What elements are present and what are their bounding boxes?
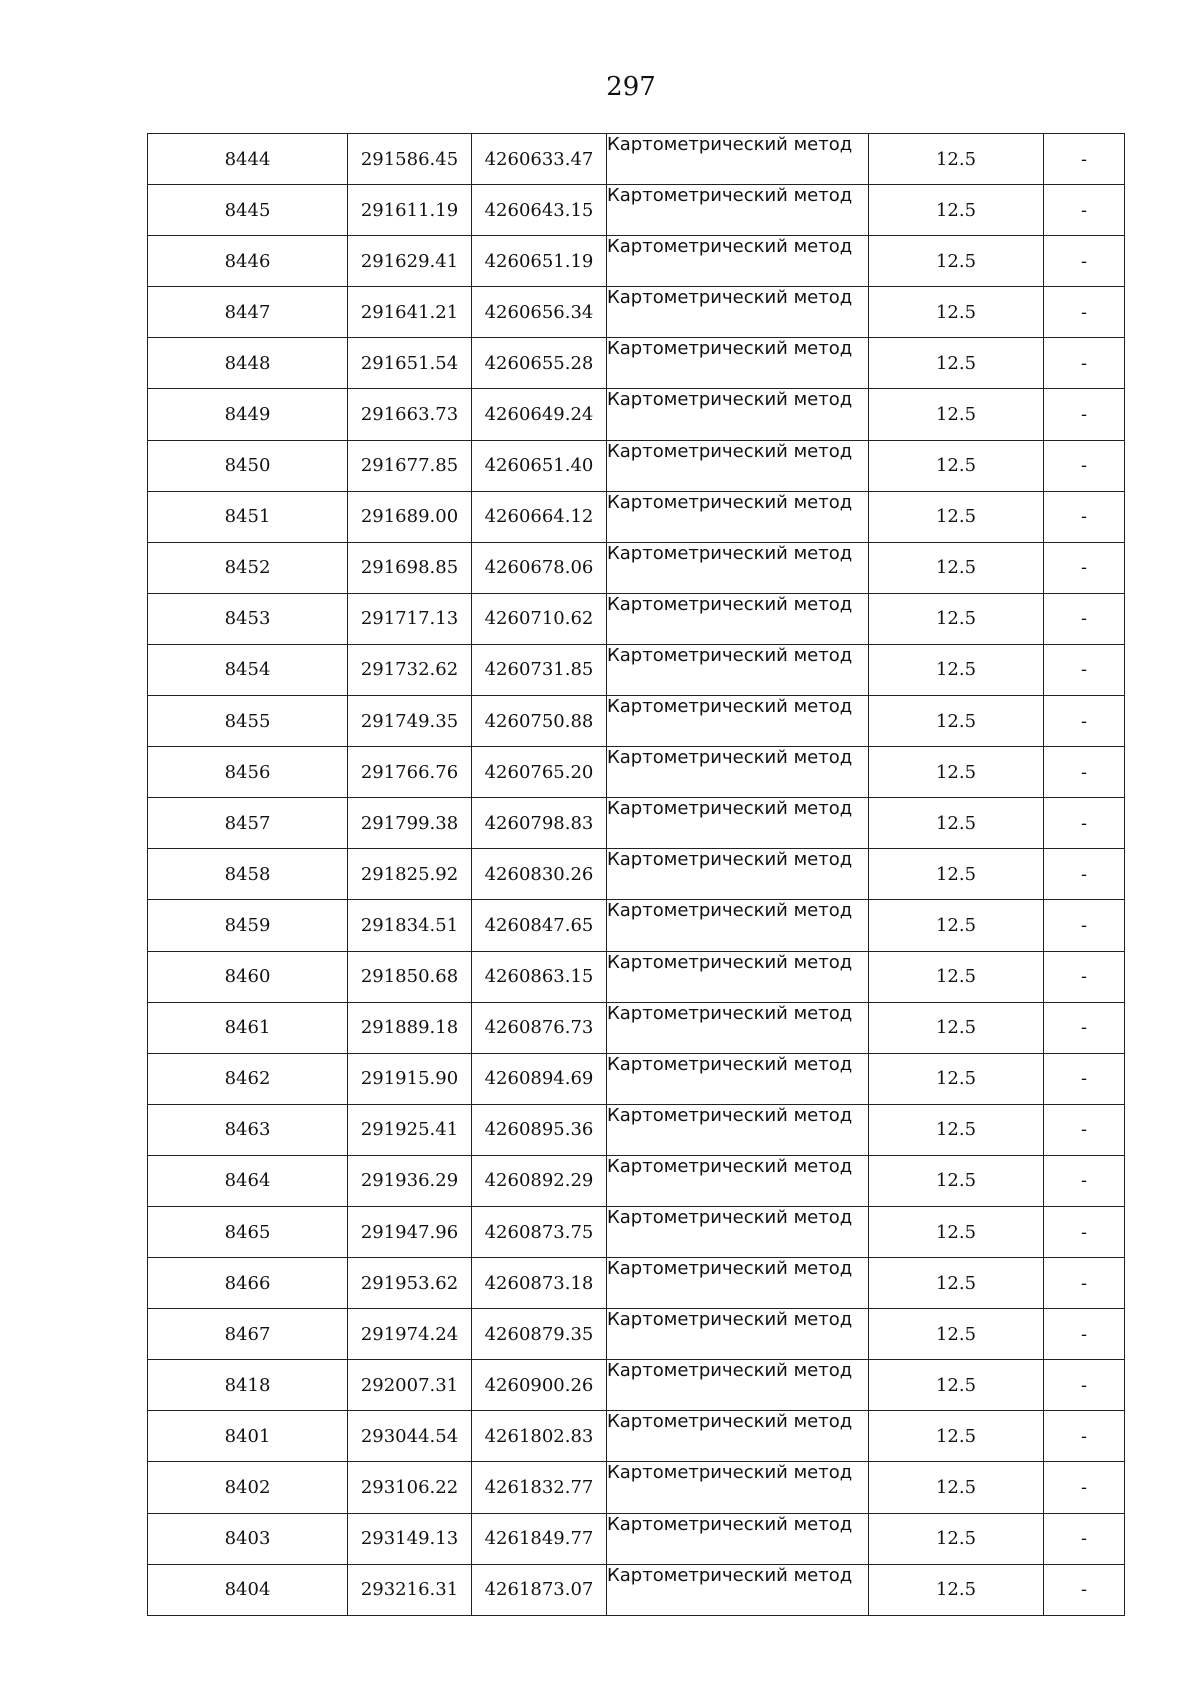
note-cell: - <box>1044 1411 1125 1462</box>
x-coordinate-cell: 293106.22 <box>348 1462 472 1513</box>
x-coordinate-cell: 291947.96 <box>348 1206 472 1257</box>
x-coordinate-cell: 291766.76 <box>348 747 472 798</box>
point-number-cell: 8456 <box>148 747 348 798</box>
y-coordinate-cell: 4260876.73 <box>472 1002 607 1053</box>
x-coordinate-cell: 291749.35 <box>348 696 472 747</box>
accuracy-cell: 12.5 <box>869 900 1044 951</box>
coordinates-table <box>147 133 1125 1616</box>
y-coordinate-cell: 4260863.15 <box>472 951 607 1002</box>
y-coordinate-cell: 4261873.07 <box>472 1564 607 1615</box>
method-cell: Картометрический метод <box>607 951 869 1002</box>
method-cell: Картометрический метод <box>607 696 869 747</box>
method-cell: Картометрический метод <box>607 1206 869 1257</box>
y-coordinate-cell: 4260900.26 <box>472 1360 607 1411</box>
x-coordinate-cell: 291834.51 <box>348 900 472 951</box>
y-coordinate-cell: 4261849.77 <box>472 1513 607 1564</box>
x-coordinate-cell: 291925.41 <box>348 1104 472 1155</box>
method-cell: Картометрический метод <box>607 134 869 185</box>
point-number-cell: 8452 <box>148 542 348 593</box>
point-number-cell: 8404 <box>148 1564 348 1615</box>
point-number-cell: 8462 <box>148 1053 348 1104</box>
accuracy-cell: 12.5 <box>869 593 1044 644</box>
y-coordinate-cell: 4260873.18 <box>472 1258 607 1309</box>
point-number-cell: 8459 <box>148 900 348 951</box>
method-cell: Картометрический метод <box>607 1104 869 1155</box>
table-row <box>148 900 1125 951</box>
point-number-cell: 8458 <box>148 849 348 900</box>
table-row <box>148 1053 1125 1104</box>
note-cell: - <box>1044 798 1125 849</box>
y-coordinate-cell: 4260894.69 <box>472 1053 607 1104</box>
note-cell: - <box>1044 951 1125 1002</box>
note-cell: - <box>1044 1104 1125 1155</box>
table-row <box>148 1002 1125 1053</box>
method-cell: Картометрический метод <box>607 900 869 951</box>
table-row <box>148 798 1125 849</box>
table-row <box>148 1513 1125 1564</box>
accuracy-cell: 12.5 <box>869 1053 1044 1104</box>
accuracy-cell: 12.5 <box>869 644 1044 695</box>
y-coordinate-cell: 4260731.85 <box>472 644 607 695</box>
point-number-cell: 8444 <box>148 134 348 185</box>
point-number-cell: 8463 <box>148 1104 348 1155</box>
accuracy-cell: 12.5 <box>869 185 1044 236</box>
method-cell: Картометрический метод <box>607 440 869 491</box>
table-row <box>148 1411 1125 1462</box>
x-coordinate-cell: 293216.31 <box>348 1564 472 1615</box>
x-coordinate-cell: 292007.31 <box>348 1360 472 1411</box>
method-cell: Картометрический метод <box>607 287 869 338</box>
accuracy-cell: 12.5 <box>869 491 1044 542</box>
table-row <box>148 287 1125 338</box>
note-cell: - <box>1044 849 1125 900</box>
x-coordinate-cell: 291974.24 <box>348 1309 472 1360</box>
x-coordinate-cell: 291850.68 <box>348 951 472 1002</box>
y-coordinate-cell: 4260633.47 <box>472 134 607 185</box>
x-coordinate-cell: 293149.13 <box>348 1513 472 1564</box>
table-row <box>148 440 1125 491</box>
point-number-cell: 8467 <box>148 1309 348 1360</box>
table-row <box>148 644 1125 695</box>
accuracy-cell: 12.5 <box>869 1309 1044 1360</box>
point-number-cell: 8401 <box>148 1411 348 1462</box>
note-cell: - <box>1044 185 1125 236</box>
y-coordinate-cell: 4260895.36 <box>472 1104 607 1155</box>
accuracy-cell: 12.5 <box>869 440 1044 491</box>
x-coordinate-cell: 293044.54 <box>348 1411 472 1462</box>
method-cell: Картометрический метод <box>607 1155 869 1206</box>
point-number-cell: 8451 <box>148 491 348 542</box>
note-cell: - <box>1044 389 1125 440</box>
method-cell: Картометрический метод <box>607 1564 869 1615</box>
x-coordinate-cell: 291717.13 <box>348 593 472 644</box>
y-coordinate-cell: 4260655.28 <box>472 338 607 389</box>
accuracy-cell: 12.5 <box>869 696 1044 747</box>
point-number-cell: 8460 <box>148 951 348 1002</box>
method-cell: Картометрический метод <box>607 798 869 849</box>
table-row <box>148 389 1125 440</box>
accuracy-cell: 12.5 <box>869 542 1044 593</box>
note-cell: - <box>1044 1206 1125 1257</box>
x-coordinate-cell: 291936.29 <box>348 1155 472 1206</box>
point-number-cell: 8449 <box>148 389 348 440</box>
point-number-cell: 8457 <box>148 798 348 849</box>
table-row <box>148 491 1125 542</box>
point-number-cell: 8455 <box>148 696 348 747</box>
x-coordinate-cell: 291799.38 <box>348 798 472 849</box>
point-number-cell: 8448 <box>148 338 348 389</box>
y-coordinate-cell: 4260830.26 <box>472 849 607 900</box>
method-cell: Картометрический метод <box>607 1513 869 1564</box>
x-coordinate-cell: 291663.73 <box>348 389 472 440</box>
method-cell: Картометрический метод <box>607 1309 869 1360</box>
method-cell: Картометрический метод <box>607 338 869 389</box>
y-coordinate-cell: 4260678.06 <box>472 542 607 593</box>
accuracy-cell: 12.5 <box>869 1104 1044 1155</box>
accuracy-cell: 12.5 <box>869 1360 1044 1411</box>
x-coordinate-cell: 291698.85 <box>348 542 472 593</box>
accuracy-cell: 12.5 <box>869 1258 1044 1309</box>
method-cell: Картометрический метод <box>607 747 869 798</box>
accuracy-cell: 12.5 <box>869 1155 1044 1206</box>
y-coordinate-cell: 4261802.83 <box>472 1411 607 1462</box>
x-coordinate-cell: 291915.90 <box>348 1053 472 1104</box>
y-coordinate-cell: 4260651.40 <box>472 440 607 491</box>
note-cell: - <box>1044 338 1125 389</box>
note-cell: - <box>1044 900 1125 951</box>
y-coordinate-cell: 4260750.88 <box>472 696 607 747</box>
table-row <box>148 1206 1125 1257</box>
note-cell: - <box>1044 1360 1125 1411</box>
table-row <box>148 236 1125 287</box>
table-row <box>148 1258 1125 1309</box>
method-cell: Картометрический метод <box>607 644 869 695</box>
accuracy-cell: 12.5 <box>869 1564 1044 1615</box>
table-body <box>148 134 1125 1616</box>
note-cell: - <box>1044 1053 1125 1104</box>
accuracy-cell: 12.5 <box>869 134 1044 185</box>
method-cell: Картометрический метод <box>607 1411 869 1462</box>
accuracy-cell: 12.5 <box>869 1411 1044 1462</box>
accuracy-cell: 12.5 <box>869 1002 1044 1053</box>
method-cell: Картометрический метод <box>607 1462 869 1513</box>
y-coordinate-cell: 4260765.20 <box>472 747 607 798</box>
table-row <box>148 951 1125 1002</box>
page-number: 297 <box>606 72 656 102</box>
method-cell: Картометрический метод <box>607 185 869 236</box>
x-coordinate-cell: 291825.92 <box>348 849 472 900</box>
table-row <box>148 134 1125 185</box>
y-coordinate-cell: 4260847.65 <box>472 900 607 951</box>
y-coordinate-cell: 4260651.19 <box>472 236 607 287</box>
x-coordinate-cell: 291651.54 <box>348 338 472 389</box>
note-cell: - <box>1044 542 1125 593</box>
table-row <box>148 1309 1125 1360</box>
table-row <box>148 849 1125 900</box>
table-row <box>148 1360 1125 1411</box>
note-cell: - <box>1044 1462 1125 1513</box>
method-cell: Картометрический метод <box>607 389 869 440</box>
y-coordinate-cell: 4260649.24 <box>472 389 607 440</box>
accuracy-cell: 12.5 <box>869 1462 1044 1513</box>
y-coordinate-cell: 4260664.12 <box>472 491 607 542</box>
y-coordinate-cell: 4260879.35 <box>472 1309 607 1360</box>
point-number-cell: 8454 <box>148 644 348 695</box>
x-coordinate-cell: 291732.62 <box>348 644 472 695</box>
accuracy-cell: 12.5 <box>869 236 1044 287</box>
table-row <box>148 542 1125 593</box>
method-cell: Картометрический метод <box>607 849 869 900</box>
note-cell: - <box>1044 593 1125 644</box>
accuracy-cell: 12.5 <box>869 1206 1044 1257</box>
y-coordinate-cell: 4260798.83 <box>472 798 607 849</box>
y-coordinate-cell: 4261832.77 <box>472 1462 607 1513</box>
accuracy-cell: 12.5 <box>869 287 1044 338</box>
x-coordinate-cell: 291889.18 <box>348 1002 472 1053</box>
method-cell: Картометрический метод <box>607 236 869 287</box>
accuracy-cell: 12.5 <box>869 747 1044 798</box>
note-cell: - <box>1044 1155 1125 1206</box>
x-coordinate-cell: 291677.85 <box>348 440 472 491</box>
y-coordinate-cell: 4260643.15 <box>472 185 607 236</box>
point-number-cell: 8465 <box>148 1206 348 1257</box>
method-cell: Картометрический метод <box>607 1360 869 1411</box>
accuracy-cell: 12.5 <box>869 849 1044 900</box>
point-number-cell: 8461 <box>148 1002 348 1053</box>
note-cell: - <box>1044 236 1125 287</box>
point-number-cell: 8445 <box>148 185 348 236</box>
accuracy-cell: 12.5 <box>869 338 1044 389</box>
method-cell: Картометрический метод <box>607 1053 869 1104</box>
point-number-cell: 8464 <box>148 1155 348 1206</box>
point-number-cell: 8447 <box>148 287 348 338</box>
y-coordinate-cell: 4260892.29 <box>472 1155 607 1206</box>
point-number-cell: 8403 <box>148 1513 348 1564</box>
note-cell: - <box>1044 1002 1125 1053</box>
table-row <box>148 338 1125 389</box>
method-cell: Картометрический метод <box>607 593 869 644</box>
table-row <box>148 1564 1125 1615</box>
note-cell: - <box>1044 1513 1125 1564</box>
point-number-cell: 8402 <box>148 1462 348 1513</box>
x-coordinate-cell: 291641.21 <box>348 287 472 338</box>
x-coordinate-cell: 291629.41 <box>348 236 472 287</box>
point-number-cell: 8453 <box>148 593 348 644</box>
x-coordinate-cell: 291689.00 <box>348 491 472 542</box>
method-cell: Картометрический метод <box>607 1258 869 1309</box>
y-coordinate-cell: 4260873.75 <box>472 1206 607 1257</box>
x-coordinate-cell: 291953.62 <box>348 1258 472 1309</box>
x-coordinate-cell: 291586.45 <box>348 134 472 185</box>
y-coordinate-cell: 4260710.62 <box>472 593 607 644</box>
note-cell: - <box>1044 134 1125 185</box>
table-row <box>148 1462 1125 1513</box>
method-cell: Картометрический метод <box>607 1002 869 1053</box>
point-number-cell: 8450 <box>148 440 348 491</box>
x-coordinate-cell: 291611.19 <box>348 185 472 236</box>
accuracy-cell: 12.5 <box>869 1513 1044 1564</box>
table-row <box>148 1104 1125 1155</box>
note-cell: - <box>1044 1258 1125 1309</box>
table-row <box>148 696 1125 747</box>
table-row <box>148 185 1125 236</box>
accuracy-cell: 12.5 <box>869 951 1044 1002</box>
method-cell: Картометрический метод <box>607 542 869 593</box>
note-cell: - <box>1044 1309 1125 1360</box>
method-cell: Картометрический метод <box>607 491 869 542</box>
note-cell: - <box>1044 491 1125 542</box>
note-cell: - <box>1044 747 1125 798</box>
accuracy-cell: 12.5 <box>869 798 1044 849</box>
note-cell: - <box>1044 440 1125 491</box>
note-cell: - <box>1044 644 1125 695</box>
point-number-cell: 8446 <box>148 236 348 287</box>
table-row <box>148 593 1125 644</box>
point-number-cell: 8466 <box>148 1258 348 1309</box>
note-cell: - <box>1044 696 1125 747</box>
table-row <box>148 1155 1125 1206</box>
y-coordinate-cell: 4260656.34 <box>472 287 607 338</box>
point-number-cell: 8418 <box>148 1360 348 1411</box>
table-row <box>148 747 1125 798</box>
note-cell: - <box>1044 1564 1125 1615</box>
accuracy-cell: 12.5 <box>869 389 1044 440</box>
note-cell: - <box>1044 287 1125 338</box>
